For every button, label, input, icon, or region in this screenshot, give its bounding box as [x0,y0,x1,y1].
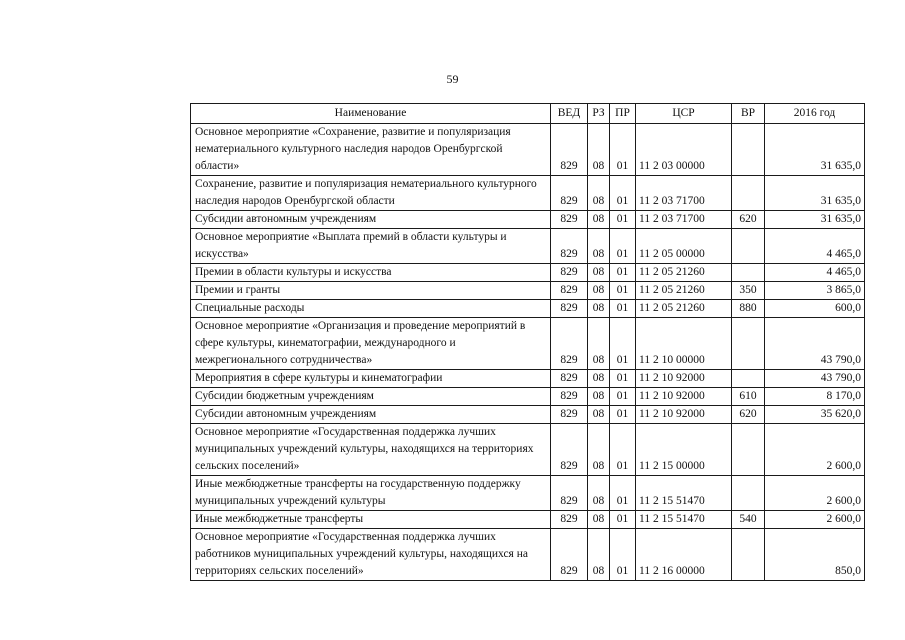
vr-cell [732,424,765,476]
pr-cell: 01 [610,388,636,406]
column-header-name: Наименование [191,104,551,124]
amount-cell: 4 465,0 [765,264,865,282]
pr-cell: 01 [610,211,636,229]
vr-cell: 610 [732,388,765,406]
row-name-cell: Премии и гранты [191,282,551,300]
vr-cell: 540 [732,511,765,529]
ved-cell: 829 [551,529,588,581]
amount-cell: 35 620,0 [765,406,865,424]
vr-cell [732,229,765,264]
vr-cell [732,176,765,211]
column-header-rz: РЗ [588,104,610,124]
vr-cell [732,124,765,176]
budget-table [190,103,865,581]
csr-cell: 11 2 05 00000 [636,229,732,264]
rz-cell: 08 [588,300,610,318]
row-name-cell: Субсидии автономным учреждениям [191,211,551,229]
ved-cell: 829 [551,424,588,476]
table-row [191,370,865,388]
ved-cell: 829 [551,318,588,370]
ved-cell: 829 [551,211,588,229]
rz-cell: 08 [588,229,610,264]
table-row [191,424,865,476]
csr-cell: 11 2 15 00000 [636,424,732,476]
table-row [191,264,865,282]
rz-cell: 08 [588,264,610,282]
csr-cell: 11 2 10 92000 [636,388,732,406]
pr-cell: 01 [610,300,636,318]
amount-cell: 31 635,0 [765,211,865,229]
ved-cell: 829 [551,300,588,318]
pr-cell: 01 [610,424,636,476]
amount-cell: 31 635,0 [765,124,865,176]
pr-cell: 01 [610,476,636,511]
row-name-cell: Иные межбюджетные трансферты [191,511,551,529]
row-name-cell: Субсидии автономным учреждениям [191,406,551,424]
column-header-amount: 2016 год [765,104,865,124]
amount-cell: 2 600,0 [765,424,865,476]
table-row [191,282,865,300]
table-row [191,318,865,370]
table-header-row [191,104,865,124]
rz-cell: 08 [588,124,610,176]
ved-cell: 829 [551,124,588,176]
pr-cell: 01 [610,318,636,370]
row-name-cell: Основное мероприятие «Выплата премий в области культуры и искусства» [191,229,551,264]
row-name-cell: Специальные расходы [191,300,551,318]
pr-cell: 01 [610,176,636,211]
csr-cell: 11 2 05 21260 [636,282,732,300]
rz-cell: 08 [588,476,610,511]
table-row [191,176,865,211]
column-header-pr: ПР [610,104,636,124]
csr-cell: 11 2 15 51470 [636,511,732,529]
amount-cell: 2 600,0 [765,511,865,529]
rz-cell: 08 [588,370,610,388]
amount-cell: 31 635,0 [765,176,865,211]
table-row [191,211,865,229]
pr-cell: 01 [610,229,636,264]
rz-cell: 08 [588,176,610,211]
pr-cell: 01 [610,406,636,424]
table-row [191,388,865,406]
column-header-csr: ЦСР [636,104,732,124]
amount-cell: 43 790,0 [765,370,865,388]
table-row [191,406,865,424]
csr-cell: 11 2 03 71700 [636,211,732,229]
table-row [191,300,865,318]
rz-cell: 08 [588,424,610,476]
csr-cell: 11 2 03 71700 [636,176,732,211]
page-number: 59 [446,72,459,86]
ved-cell: 829 [551,370,588,388]
rz-cell: 08 [588,282,610,300]
amount-cell: 4 465,0 [765,229,865,264]
amount-cell: 3 865,0 [765,282,865,300]
row-name-cell: Основное мероприятие «Сохранение, развитие и популяризация нематериального культурного наследия народов Оренбургской области» [191,124,551,176]
amount-cell: 43 790,0 [765,318,865,370]
row-name-cell: Основное мероприятие «Государственная поддержка лучших муниципальных учреждений культуры, находящихся на территориях сельских поселений» [191,424,551,476]
table-row [191,124,865,176]
rz-cell: 08 [588,529,610,581]
row-name-cell: Сохранение, развитие и популяризация нематериального культурного наследия народов Оренбургской области [191,176,551,211]
pr-cell: 01 [610,124,636,176]
csr-cell: 11 2 16 00000 [636,529,732,581]
amount-cell: 600,0 [765,300,865,318]
amount-cell: 850,0 [765,529,865,581]
rz-cell: 08 [588,511,610,529]
vr-cell [732,370,765,388]
table-row [191,511,865,529]
row-name-cell: Иные межбюджетные трансферты на государственную поддержку муниципальных учреждений культуры [191,476,551,511]
rz-cell: 08 [588,388,610,406]
ved-cell: 829 [551,406,588,424]
vr-cell [732,529,765,581]
csr-cell: 11 2 10 92000 [636,406,732,424]
csr-cell: 11 2 05 21260 [636,264,732,282]
table-body [191,124,865,581]
ved-cell: 829 [551,282,588,300]
vr-cell [732,264,765,282]
vr-cell [732,318,765,370]
csr-cell: 11 2 05 21260 [636,300,732,318]
column-header-vr: ВР [732,104,765,124]
ved-cell: 829 [551,176,588,211]
pr-cell: 01 [610,529,636,581]
pr-cell: 01 [610,511,636,529]
ved-cell: 829 [551,511,588,529]
pr-cell: 01 [610,370,636,388]
rz-cell: 08 [588,211,610,229]
row-name-cell: Мероприятия в сфере культуры и кинематографии [191,370,551,388]
vr-cell [732,476,765,511]
rz-cell: 08 [588,318,610,370]
ved-cell: 829 [551,229,588,264]
csr-cell: 11 2 15 51470 [636,476,732,511]
vr-cell: 880 [732,300,765,318]
amount-cell: 2 600,0 [765,476,865,511]
rz-cell: 08 [588,406,610,424]
table-row [191,476,865,511]
ved-cell: 829 [551,388,588,406]
row-name-cell: Субсидии бюджетным учреждениям [191,388,551,406]
vr-cell: 620 [732,406,765,424]
ved-cell: 829 [551,476,588,511]
vr-cell: 620 [732,211,765,229]
vr-cell: 350 [732,282,765,300]
pr-cell: 01 [610,264,636,282]
csr-cell: 11 2 10 92000 [636,370,732,388]
csr-cell: 11 2 03 00000 [636,124,732,176]
row-name-cell: Основное мероприятие «Государственная поддержка лучших работников муниципальных учреждений культуры, находящихся на территориях сельских поселений» [191,529,551,581]
table-row [191,529,865,581]
column-header-ved: ВЕД [551,104,588,124]
row-name-cell: Премии в области культуры и искусства [191,264,551,282]
csr-cell: 11 2 10 00000 [636,318,732,370]
amount-cell: 8 170,0 [765,388,865,406]
row-name-cell: Основное мероприятие «Организация и проведение мероприятий в сфере культуры, кинематографии, международного и межрегионального сотрудничества» [191,318,551,370]
table-row [191,229,865,264]
pr-cell: 01 [610,282,636,300]
ved-cell: 829 [551,264,588,282]
